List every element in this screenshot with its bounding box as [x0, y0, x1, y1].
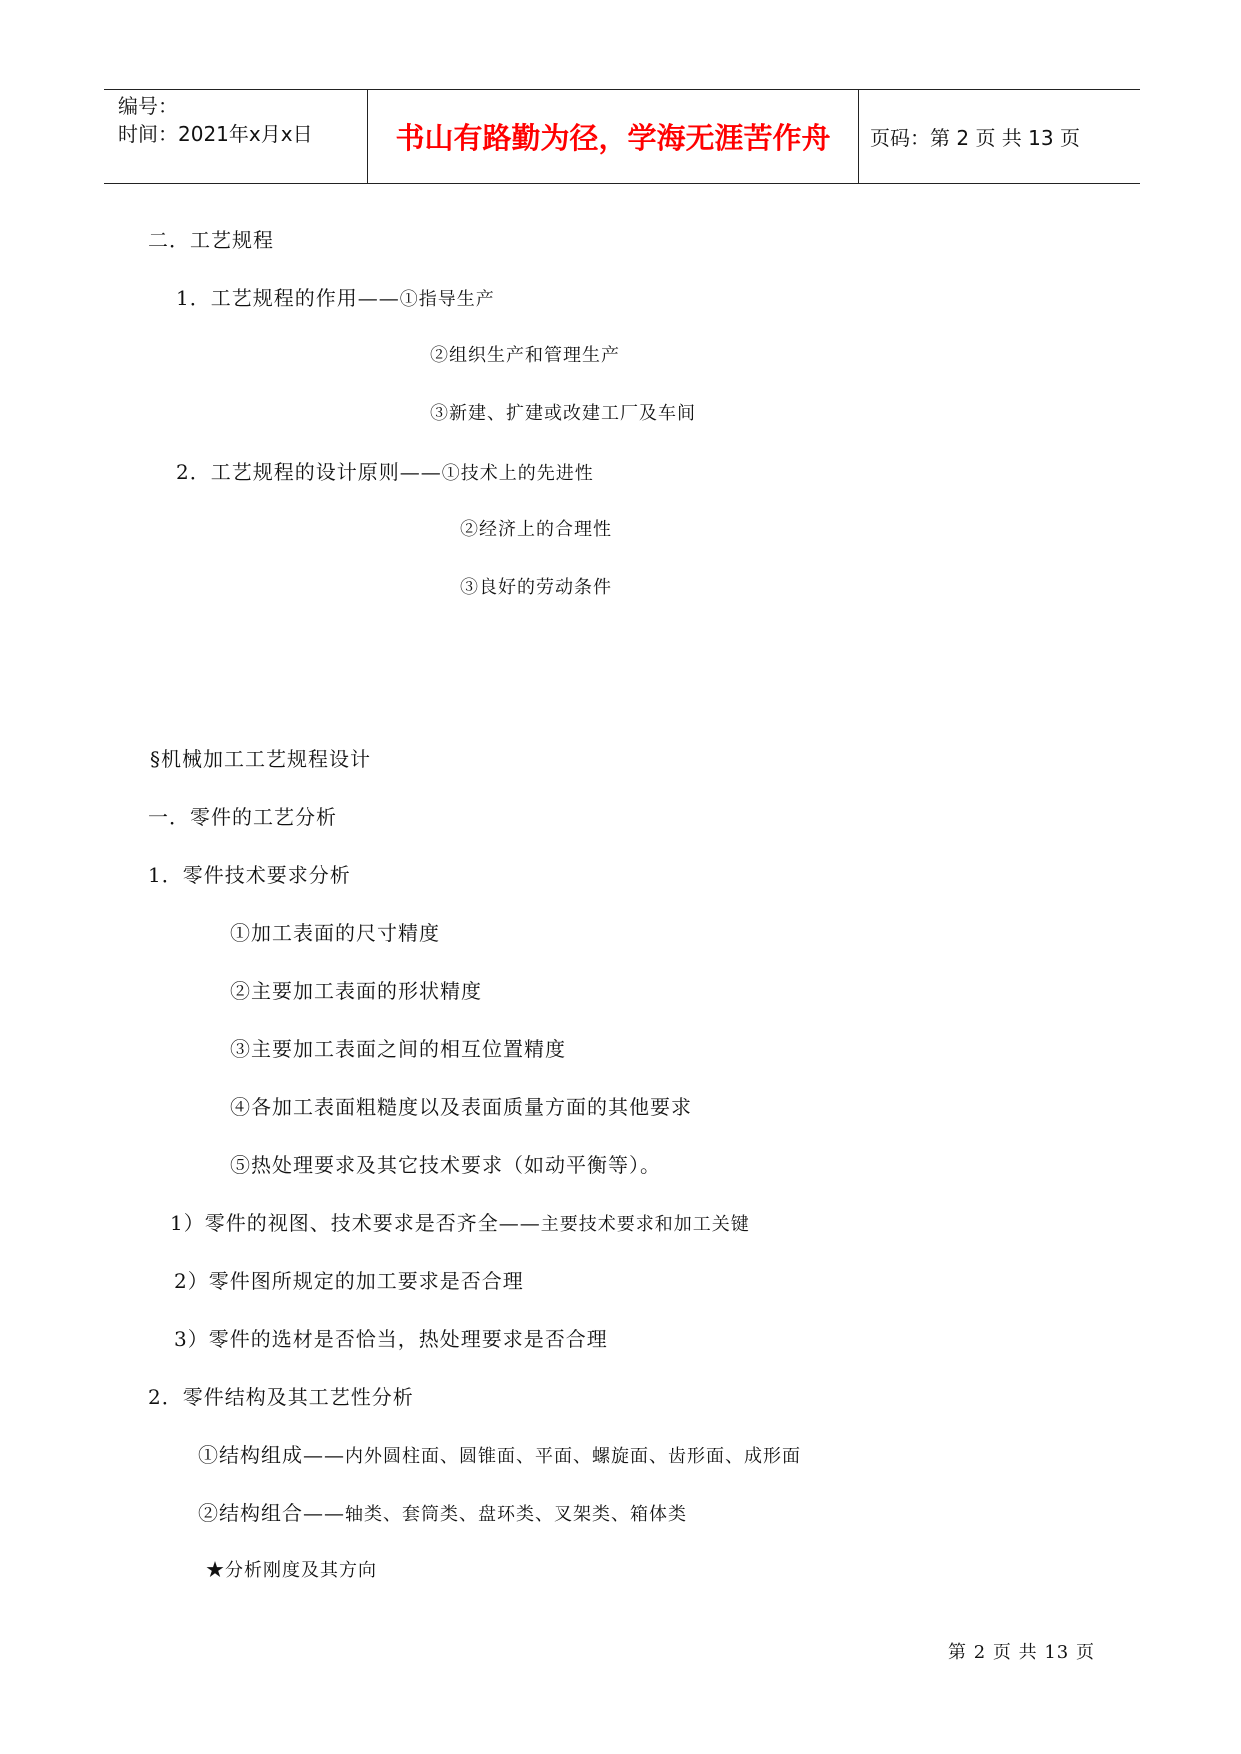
document-time-label: 时间：2021年x月x日 — [118, 122, 313, 146]
structure-note: 内外圆柱面、圆锥面、平面、螺旋面、齿形面、成形面 — [345, 1446, 801, 1467]
header-divider — [858, 90, 859, 183]
item-point: ①技术上的先进性 — [441, 463, 594, 484]
item-point: ②经济上的合理性 — [460, 519, 612, 540]
header-motto: 书山有路勤为径，学海无涯苦作舟 — [395, 121, 831, 155]
star-note: ★分析刚度及其方向 — [206, 1560, 377, 1581]
list-item-title — [176, 460, 594, 486]
check-item: 3）零件的选材是否恰当，热处理要求是否合理 — [174, 1327, 608, 1351]
subsection-heading: 2．零件结构及其工艺性分析 — [148, 1385, 414, 1409]
structure-item — [198, 1443, 801, 1469]
subsection-heading: 1．零件技术要求分析 — [148, 863, 351, 887]
subsection-heading: 一．零件的工艺分析 — [148, 805, 337, 829]
list-item-title — [176, 286, 495, 312]
item-title: 1．工艺规程的作用—— — [176, 286, 400, 310]
check-item: 2）零件图所规定的加工要求是否合理 — [174, 1269, 524, 1293]
page-header — [104, 89, 1140, 184]
header-meta — [118, 92, 358, 148]
structure-note: 轴类、套筒类、盘环类、叉架类、箱体类 — [345, 1504, 687, 1525]
check-text: 1）零件的视图、技术要求是否齐全—— — [170, 1211, 541, 1235]
header-page-info: 页码：第 2 页 共 13 页 — [870, 126, 1080, 150]
requirement-item: ①加工表面的尺寸精度 — [230, 921, 440, 945]
item-title: 2．工艺规程的设计原则—— — [176, 460, 442, 484]
structure-label: ②结构组合—— — [198, 1501, 345, 1525]
item-point: ③良好的劳动条件 — [460, 577, 612, 598]
requirement-item: ④各加工表面粗糙度以及表面质量方面的其他要求 — [230, 1095, 692, 1119]
requirement-item: ③主要加工表面之间的相互位置精度 — [230, 1037, 566, 1061]
section-heading: 二．工艺规程 — [148, 228, 274, 252]
item-point: ①指导生产 — [399, 289, 495, 310]
item-point: ③新建、扩建或改建工厂及车间 — [430, 403, 696, 424]
requirement-item: ⑤热处理要求及其它技术要求（如动平衡等）。 — [230, 1153, 661, 1177]
item-point: ②组织生产和管理生产 — [430, 345, 620, 366]
page-footer: 第 2 页 共 13 页 — [948, 1642, 1095, 1663]
check-item — [170, 1211, 750, 1237]
check-note: 主要技术要求和加工关键 — [540, 1214, 750, 1235]
section-title: §机械加工工艺规程设计 — [150, 747, 371, 771]
document-number-label: 编号： — [118, 94, 178, 118]
structure-label: ①结构组成—— — [198, 1443, 345, 1467]
structure-item — [198, 1501, 687, 1527]
requirement-item: ②主要加工表面的形状精度 — [230, 979, 482, 1003]
